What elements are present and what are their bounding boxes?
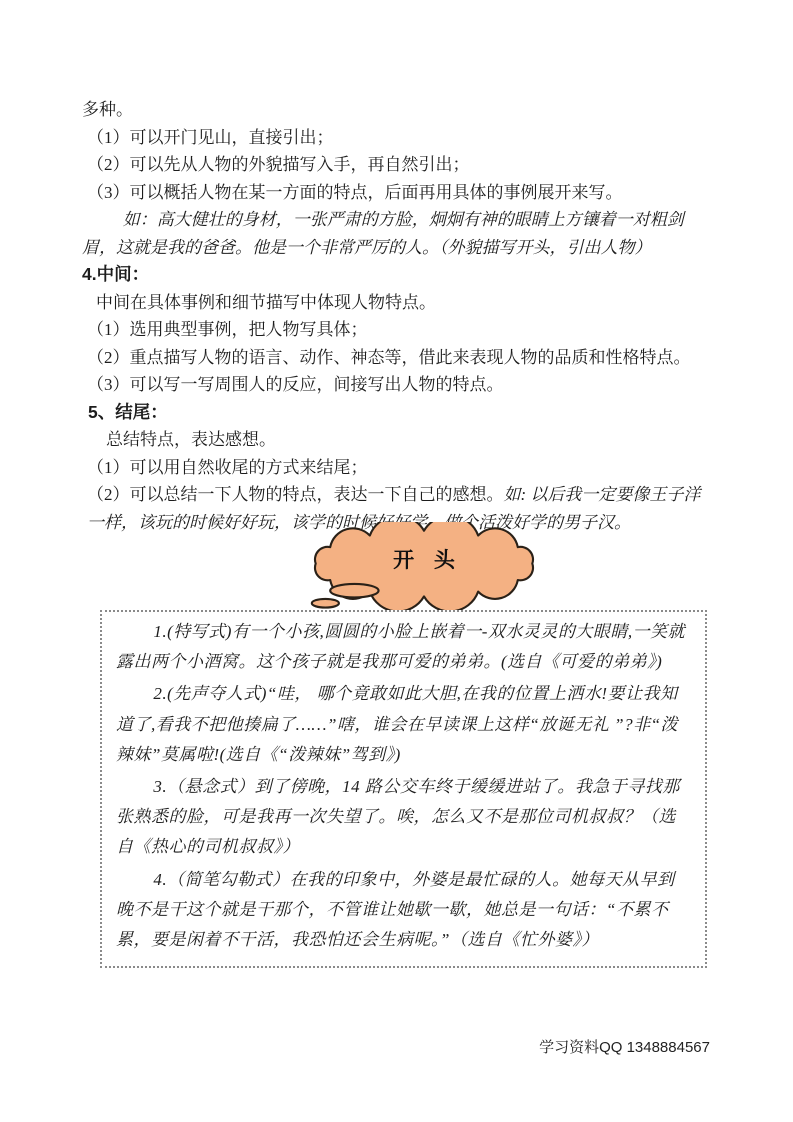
footer-watermark: 学习资料QQ 1348884567 <box>539 1039 710 1056</box>
example-item-4: 4.（简笔勾勒式）在我的印象中，外婆是最忙碌的人。她每天从早到晚不是干这个就是干那个，不管谁让她歇一歇，她总是一句话：“不累不累，要是闲着不干活，我恐怕还会生病呢。”（选自《忙外婆》） <box>116 869 675 950</box>
section-ending-heading: 5、结尾： <box>88 401 168 422</box>
example-item-1: 1.(特写式)有一个小孩,圆圆的小脸上嵌着一-双水灵灵的大眼睛,一笑就露出两个小酒窝。这个孩子就是我那可爱的弟弟。(选自《可爱的弟弟》) <box>116 622 686 672</box>
ending-intro: 总结特点，表达感想。 <box>106 430 276 449</box>
ending-example: 如: 以后我一定要像王子洋一样，该玩的时候好好玩，该学的时候好好学，做个活泼好学的男子汉。 <box>87 485 701 532</box>
opening-examples-box <box>100 610 707 968</box>
main-content <box>82 96 712 536</box>
opening-point-1: （1）可以开门见山，直接引出； <box>87 127 334 147</box>
opening-thought-bubble <box>296 522 552 610</box>
middle-point-2: （2）重点描写人物的语言、动作、神态等，借此来表现人物的品质和性格特点。 <box>87 347 691 367</box>
example-item-3: 3.（悬念式）到了傍晚，14 路公交车终于缓缓进站了。我急于寻找那张熟悉的脸，可是我再一次失望了。唉，怎么又不是那位司机叔叔？（选自《热心的司机叔叔》） <box>116 777 680 857</box>
thought-tail-ellipse-1 <box>330 584 378 598</box>
example-item-2: 2.(先声夺人式)“哇， 哪个竟敢如此大胆,在我的位置上洒水!要让我知道了,看我不把他揍扁了……”嗐，谁会在早读课上这样“放诞无礼 ”?非“泼辣妹”莫属啦!(选自《“泼辣妹”驾到》) <box>116 684 679 764</box>
ending-point-2-text: （2）可以总结一下人物的特点，表达一下自己的感想。 <box>87 485 504 504</box>
opening-point-2: （2）可以先从人物的外貌描写入手，再自然引出； <box>87 155 470 174</box>
opening-example: 如：高大健壮的身材，一张严肃的方脸，炯炯有神的眼睛上方镶着一对粗剑眉，这就是我的爸爸。他是一个非常严厉的人。（外貌描写开头，引出人物） <box>82 210 684 257</box>
intro-tail-line: 多种。 <box>82 100 133 119</box>
middle-point-1: （1）选用典型事例，把人物写具体； <box>87 320 368 339</box>
middle-point-3: （3）可以写一写周围人的反应，间接写出人物的特点。 <box>87 375 504 394</box>
opening-point-3: （3）可以概括人物在某一方面的特点，后面再用具体的事例展开来写。 <box>87 182 623 202</box>
bubble-label: 开 头 <box>393 549 462 572</box>
thought-tail-ellipse-2 <box>312 599 339 608</box>
section-middle-heading: 4.中间： <box>82 264 150 284</box>
middle-intro: 中间在具体事例和细节描写中体现人物特点。 <box>96 292 436 312</box>
ending-point-1: （1）可以用自然收尾的方式来结尾； <box>87 457 368 477</box>
